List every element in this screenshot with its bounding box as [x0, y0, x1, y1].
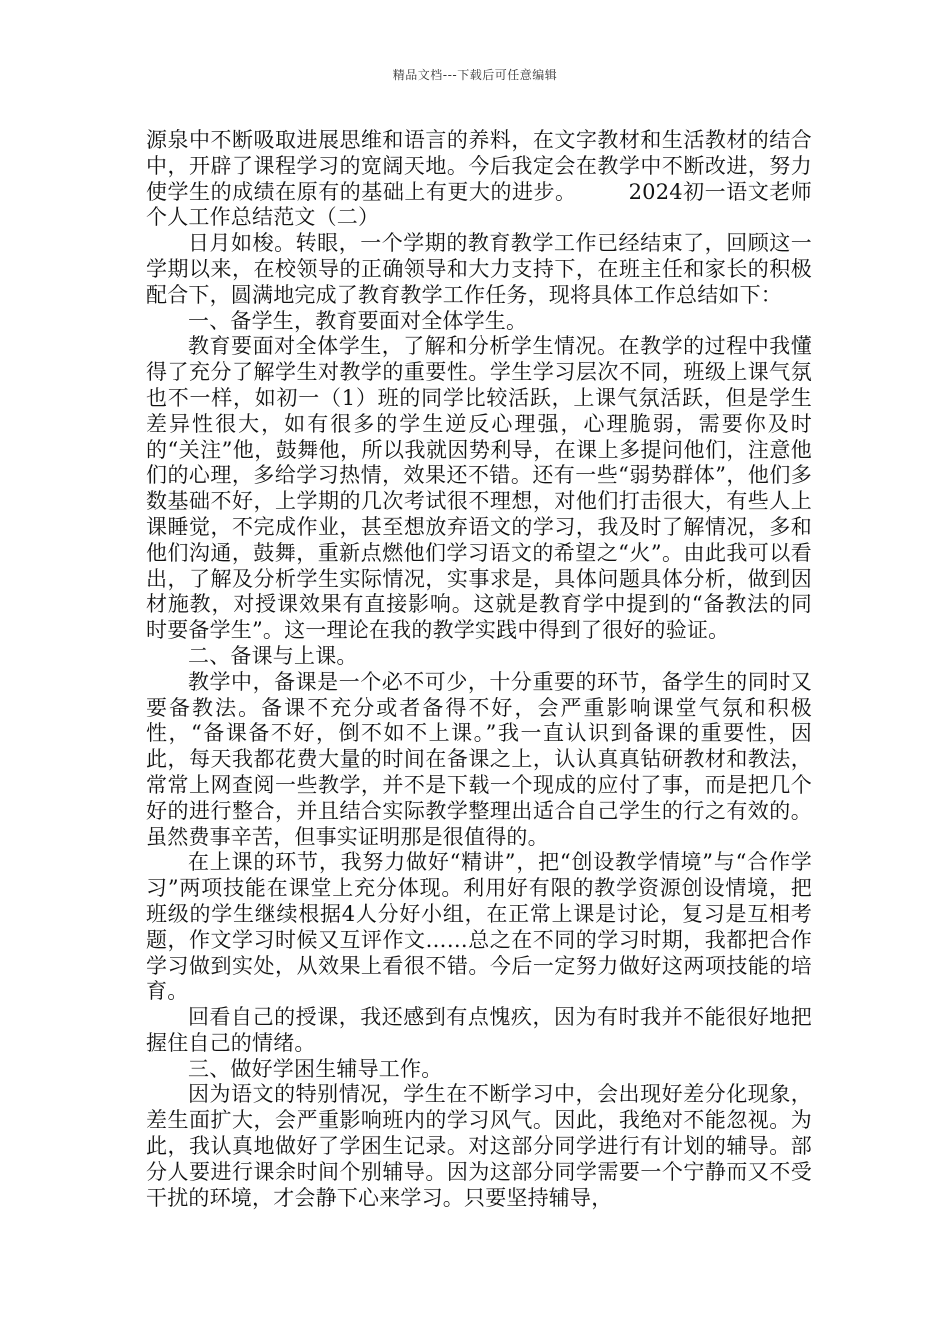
paragraph: 日月如梭。转眼，一个学期的教育教学工作已经结束了，回顾这一学期以来，在校领导的正确领导和大力支持下，在班主任和家长的积极配合下，圆满地完成了教育教学工作任务，现将具体工作总结如下： [146, 231, 812, 307]
page-header: 精品文档---下载后可任意编辑 [392, 68, 558, 82]
paragraph: 在上课的环节，我努力做好“精讲”，把“创设教学情境”与“合作学习”两项技能在课堂上充分体现。利用好有限的教学资源创设情境，把班级的学生继续根据4人分好小组，在正常上课是讨论，复习是互相考题，作文学习时候又互评作文……总之在不同的学习时期，我都把合作学习做到实处，从效果上看很不错。今后一定努力做好这两项技能的培育。 [146, 850, 812, 1004]
paragraph: 因为语文的特别情况，学生在不断学习中，会出现好差分化现象，差生面扩大，会严重影响班内的学习风气。因此，我绝对不能忽视。为此，我认真地做好了学困生记录。对这部分同学进行有计划的辅导。部分人要进行课余时间个别辅导。因为这部分同学需要一个宁静而又不受干扰的环境，才会静下心来学习。只要坚持辅导， [146, 1082, 812, 1210]
section-heading: 一、备学生，教育要面对全体学生。 [188, 308, 528, 333]
section-heading: 二、备课与上课。 [188, 643, 358, 668]
article-title: 2024初一语文老师个人工作总结范文（二） [146, 179, 812, 230]
document-body [146, 128, 812, 1211]
paragraph: 回看自己的授课，我还感到有点愧疚，因为有时我并不能很好地把握住自己的情绪。 [146, 1005, 812, 1055]
paragraph: 教育要面对全体学生，了解和分析学生情况。在教学的过程中我懂得了充分了解学生对教学的重要性。学生学习层次不同，班级上课气氛也不一样，如初一（1）班的同学比较活跃，上课气氛活跃，但是学生差异性很大，如有很多的学生逆反心理强，心理脆弱，需要你及时的“关注”他，鼓舞他，所以我就因势利导，在课上多提问他们，注意他们的心理，多给学习热情，效果还不错。还有一些“弱势群体”，他们多数基础不好，上学期的几次考试很不理想，对他们打击很大，有些人上课睡觉，不完成作业，甚至想放弃语文的学习，我及时了解情况，多和他们沟通，鼓舞，重新点燃他们学习语文的希望之“火”。由此我可以看出，了解及分析学生实际情况，实事求是，具体问题具体分析，做到因材施教，对授课效果有直接影响。这就是教育学中提到的“备教法的同时要备学生”。这一理论在我的教学实践中得到了很好的验证。 [146, 334, 812, 643]
paragraph-text: 源泉中不断吸取进展思维和语言的养料，在文字教材和生活教材的结合中，开辟了课程学习的宽阔天地。今后我定会在教学中不断改进，努力使学生的成绩在原有的基础上有更大的进步。 [146, 128, 812, 204]
section-heading: 三、做好学困生辅导工作。 [188, 1056, 443, 1081]
paragraph: 教学中，备课是一个必不可少，十分重要的环节，备学生的同时又要备教法。备课不充分或者备得不好，会严重影响课堂气氛和积极性，“备课备不好，倒不如不上课。”我一直认识到备课的重要性，因此，每天我都花费大量的时间在备课之上，认认真真钻研教材和教法，常常上网查阅一些教学，并不是下载一个现成的应付了事，而是把几个好的进行整合，并且结合实际教学整理出适合自己学生的行之有效的。虽然费事辛苦，但事实证明那是很值得的。 [146, 669, 812, 849]
paragraph-continuation [146, 128, 812, 231]
